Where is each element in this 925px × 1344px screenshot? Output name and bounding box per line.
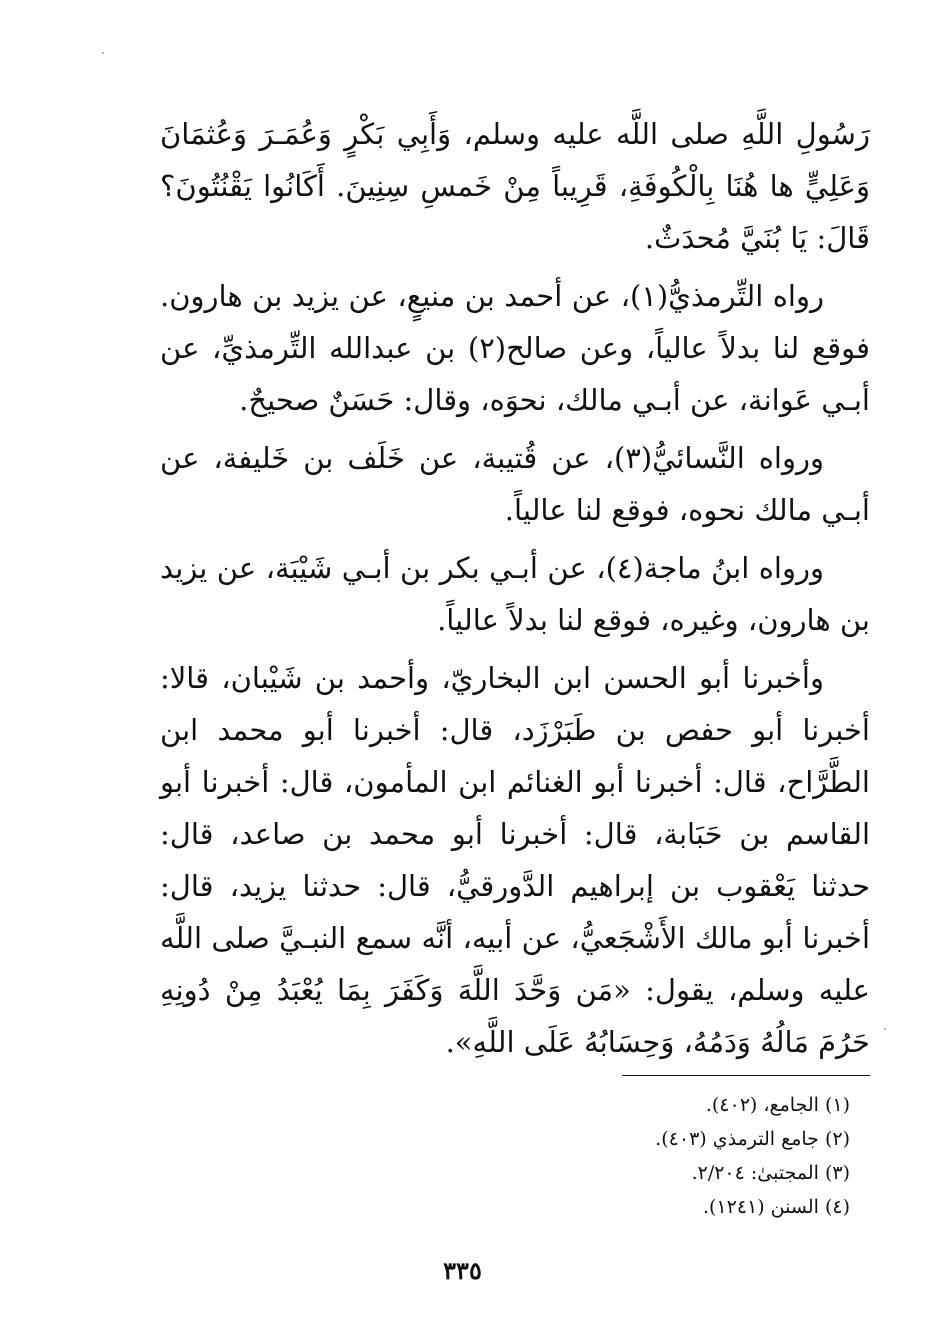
scan-speck xyxy=(102,52,104,54)
paragraph-4: ورواه ابنُ ماجة(٤)، عن أبـي بكر بن أبـي شَيْبَة، عن يزيد بن هارون، وغيره، فوقع لنا بدلاً عالياً. xyxy=(160,551,870,637)
footnotes xyxy=(560,1088,850,1224)
paragraph-2: رواه التِّرمذيُّ(١)، عن أحمد بن منيعٍ، عن يزيد بن هارون. فوقع لنا بدلاً عالياً، وعن صالح(٢) بن عبدالله التِّرمذيِّ، عن أبـي عَوانة، عن أبـي مالك، نحوَه، وقال: حَسَنٌ صحيحٌ. xyxy=(160,279,870,417)
page-number: ٣٣٥ xyxy=(443,1256,482,1285)
footnote-1: (١) الجامع، (٤٠٢). xyxy=(705,1094,850,1116)
footnote-4: (٤) السنن (١٢٤١). xyxy=(702,1196,850,1218)
scan-speck xyxy=(884,1028,886,1030)
paragraph-5: وأخبرنا أبو الحسن ابن البخاريّ، وأحمد بن شَيْبان، قالا: أخبرنا أبو حفص بن طَبَرْزَد، قال: أخبرنا أبو محمد ابن الطَّرَّاح، قال: أخبرنا أبو الغنائم ابن المأمون، قال: أخبرنا أبو القاسم بن حَبَابة، قال: أخبرنا أبو محمد بن صاعد، قال: حدثنا يَعْقوب بن إبراهيم الدَّورقيُّ، قال: حدثنا يزيد، قال: أخبرنا أبو مالك الأَشْجَعيُّ، عن أبيه، أنَّه سمع النبـيَّ صلى اللَّه عليه وسلم، يقول: «مَن وَحَّدَ اللَّهَ وَكَفَرَ بِمَا يُعْبَدُ مِنْ دُونِهِ حَرُمَ مَالُهُ وَدَمُهُ، وَحِسَابُهُ عَلَى اللَّهِ». xyxy=(160,661,870,1059)
footnote-3: (٣) المجتبىٰ: ٢/٢٠٤. xyxy=(691,1162,850,1184)
paragraph-3: ورواه النَّسائيُّ(٣)، عن قُتيبة، عن خَلَف بن خَليفة، عن أبـي مالك نحوه، فوقع لنا عالياً. xyxy=(160,441,870,527)
paragraph-1: رَسُولِ اللَّهِ صلى اللَّه عليه وسلم، وَأَبِي بَكْرٍ وَعُمَـرَ وَعُثمَانَ وَعَلِيٍّ ها هُنَا بِالْكُوفَةِ، قَرِيباً مِنْ خَمسِ سِنِينَ. أَكَانُوا يَقْنُتُونَ؟ قَالَ: يَا بُنَيَّ مُحدَثٌ. xyxy=(160,117,870,255)
footnote-2: (٢) جامع الترمذي (٤٠٣). xyxy=(655,1128,850,1150)
footnote-divider xyxy=(622,1075,870,1076)
